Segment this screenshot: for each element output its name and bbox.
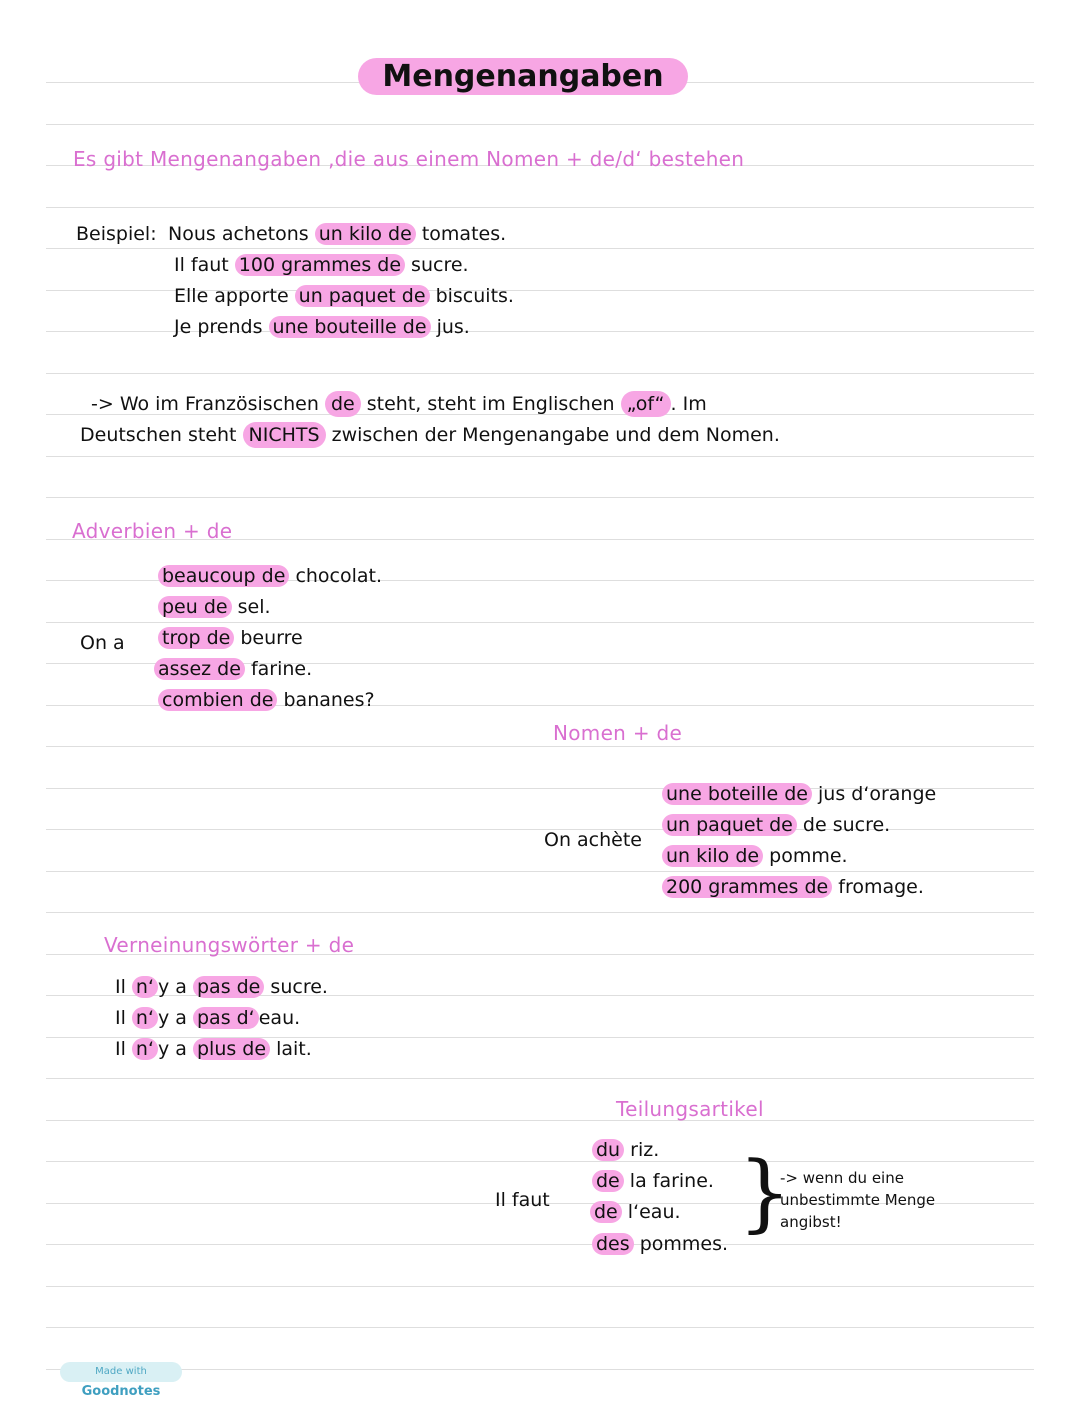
highlighted-adverb: peu de [158, 596, 232, 618]
highlighted-adverb: beaucoup de [158, 565, 289, 587]
explanation-line-1 [91, 392, 707, 416]
teilung-line [590, 1200, 681, 1224]
curly-brace-icon: } [738, 1143, 792, 1241]
verneinung-text: Il [115, 1007, 132, 1029]
beispiel-line-4 [174, 315, 470, 339]
highlighted-noun-quantity: une boteille de [662, 783, 812, 805]
beispiel-noun: jus. [430, 316, 470, 338]
verneinung-text: Il [115, 976, 132, 998]
verneinung-line [115, 1006, 300, 1030]
teilung-note [780, 1167, 935, 1233]
nomen-line [662, 844, 848, 868]
adverbien-heading: Adverbien + de [72, 519, 233, 543]
teilung-note-line: angibst! [780, 1213, 842, 1231]
nomen-heading: Nomen + de [553, 721, 683, 745]
explanation-text: . Im [670, 393, 707, 415]
beispiel-noun: biscuits. [429, 285, 514, 307]
adverbien-noun: beurre [234, 627, 303, 649]
highlighted-nichts: NICHTS [243, 422, 326, 448]
teilung-noun: riz. [624, 1139, 660, 1161]
highlighted-quantity: un paquet de [295, 285, 430, 307]
beispiel-text: Je prends [174, 316, 269, 338]
intro-heading: Es gibt Mengenangaben ‚die aus einem Nomen + de/d‘ bestehen [73, 147, 745, 171]
highlighted-article: de [590, 1201, 622, 1223]
nomen-noun: fromage. [832, 876, 924, 898]
highlighted-de: de [325, 391, 361, 417]
highlighted-adverb: assez de [154, 658, 245, 680]
badge-brand: Goodnotes [81, 1384, 161, 1399]
beispiel-text: Elle apporte [174, 285, 295, 307]
highlighted-article: des [592, 1233, 634, 1255]
explanation-text: -> Wo im Französischen [91, 393, 325, 415]
highlighted-article: du [592, 1139, 624, 1161]
highlighted-negation-word: plus de [193, 1038, 270, 1060]
adverbien-noun: farine. [244, 658, 313, 680]
teilung-subject: Il faut [495, 1189, 550, 1211]
highlighted-of: „of“ [621, 391, 671, 417]
teilung-note-line: unbestimmte Menge [780, 1191, 936, 1209]
explanation-text: steht, steht im Englischen [360, 393, 621, 415]
teilung-noun: la farine. [623, 1170, 714, 1192]
beispiel-noun: sucre. [405, 254, 469, 276]
teilung-heading: Teilungsartikel [616, 1097, 764, 1121]
highlighted-noun-quantity: un paquet de [662, 814, 797, 836]
explanation-text: Deutschen steht [80, 424, 243, 446]
teilung-line [592, 1169, 714, 1193]
teilung-line [592, 1138, 659, 1162]
adverbien-line [158, 688, 375, 712]
highlighted-negation-word: pas d‘ [193, 1007, 259, 1029]
teilung-noun: l‘eau. [621, 1201, 681, 1223]
beispiel-noun: tomates. [415, 223, 507, 245]
teilung-line [592, 1232, 728, 1256]
highlighted-noun-quantity: un kilo de [662, 845, 763, 867]
verneinung-text: Il [115, 1038, 132, 1060]
highlighted-negation: n‘ [132, 976, 158, 998]
verneinung-noun: lait. [270, 1038, 312, 1060]
adverbien-line [158, 595, 271, 619]
highlighted-noun-quantity: 200 grammes de [662, 876, 832, 898]
highlighted-adverb: combien de [158, 689, 277, 711]
verneinung-text: y a [158, 1007, 193, 1029]
explanation-text: zwischen der Mengenangabe und dem Nomen. [325, 424, 780, 446]
highlighted-article: de [592, 1170, 624, 1192]
beispiel-text: Il faut [174, 254, 235, 276]
highlighted-adverb: trop de [158, 627, 234, 649]
beispiel-text: Nous achetons [168, 223, 315, 245]
adverbien-subject: On a [80, 632, 125, 654]
verneinung-line [115, 1037, 312, 1061]
verneinung-heading: Verneinungswörter + de [104, 933, 355, 957]
beispiel-line-1 [168, 222, 506, 246]
highlighted-negation-word: pas de [193, 976, 264, 998]
beispiel-line-2 [174, 253, 469, 277]
beispiel-label: Beispiel: [76, 223, 157, 245]
goodnotes-badge [60, 1362, 182, 1399]
nomen-line [662, 875, 924, 899]
nomen-noun: jus d‘orange [811, 783, 937, 805]
adverbien-noun: sel. [231, 596, 271, 618]
highlighted-quantity: un kilo de [315, 223, 416, 245]
adverbien-noun: bananes? [277, 689, 375, 711]
explanation-line-2 [80, 423, 780, 447]
verneinung-text: y a [158, 1038, 193, 1060]
verneinung-noun: sucre. [264, 976, 328, 998]
nomen-line [662, 813, 890, 837]
highlighted-negation: n‘ [132, 1007, 158, 1029]
page-title: Mengenangaben [358, 58, 688, 95]
adverbien-line [158, 626, 303, 650]
nomen-subject: On achète [544, 829, 642, 851]
badge-prefix: Made with [95, 1366, 147, 1377]
teilung-noun: pommes. [633, 1233, 729, 1255]
highlighted-quantity: 100 grammes de [235, 254, 405, 276]
verneinung-text: y a [158, 976, 193, 998]
adverbien-line [154, 657, 312, 681]
verneinung-line [115, 975, 328, 999]
nomen-noun: pomme. [763, 845, 848, 867]
verneinung-noun: eau. [258, 1007, 301, 1029]
teilung-note-line: -> wenn du eine [780, 1169, 904, 1187]
nomen-line [662, 782, 936, 806]
highlighted-quantity: une bouteille de [269, 316, 431, 338]
highlighted-negation: n‘ [132, 1038, 158, 1060]
beispiel-line-3 [174, 284, 514, 308]
nomen-noun: de sucre. [796, 814, 891, 836]
adverbien-line [158, 564, 382, 588]
adverbien-noun: chocolat. [289, 565, 383, 587]
